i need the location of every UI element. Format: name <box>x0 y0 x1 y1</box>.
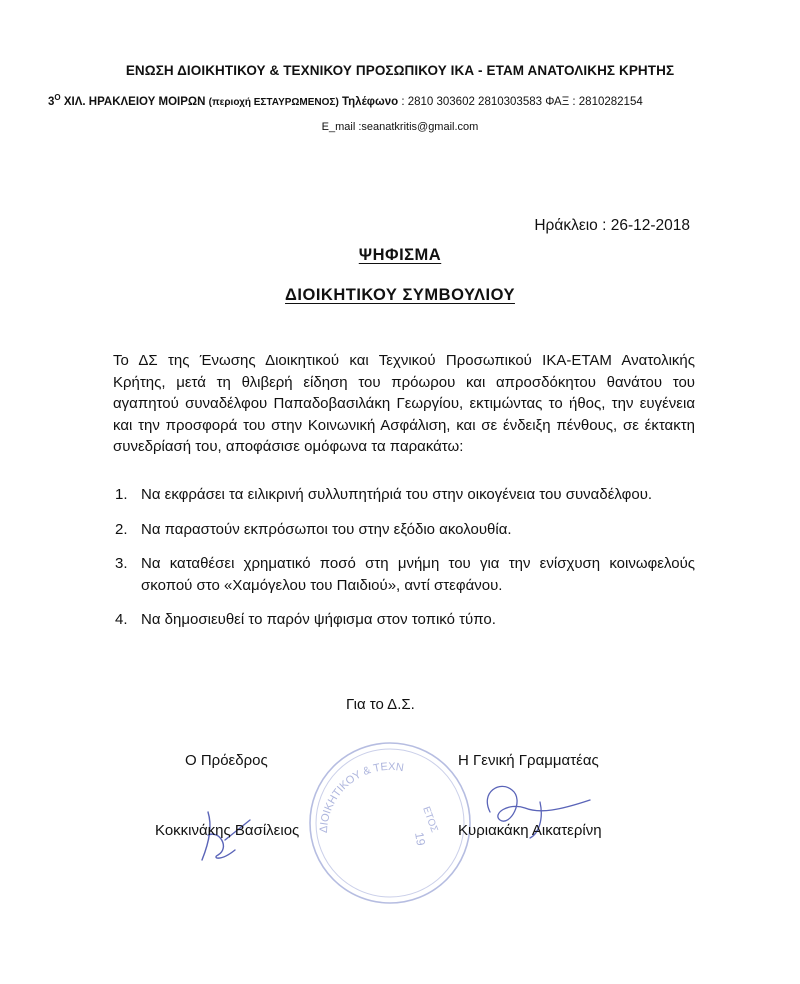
stamp-arc-text: ΔΙΟΙΚΗΤΙΚΟΥ & ΤΕΧΝ <box>317 760 405 834</box>
document-heading: ΨΗΦΙΣΜΑ <box>358 246 442 264</box>
list-item <box>113 609 695 631</box>
letterhead-email: E_mail :seanatkritis@gmail.com <box>321 121 479 133</box>
president-name: Κοκκινάκης Βασίλειος <box>155 822 300 839</box>
stamp-year-label: ΕΤΟΣ <box>420 805 440 834</box>
resolution-list <box>113 484 695 644</box>
list-item <box>113 519 695 541</box>
item-text: Να καταθέσει χρηματικό ποσό στη μνήμη του για την ενίσχυση κοινωφελούς σκοπού στο «Χαμόγελου του Παιδιού», αντί στεφάνου. <box>141 555 695 594</box>
list-item <box>113 553 695 596</box>
official-stamp <box>305 738 475 908</box>
address-area: (περιοχή ΕΣΤΑΥΡΩΜΕΝΟΣ) <box>208 96 339 108</box>
letterhead-title: ΕΝΩΣΗ ΔΙΟΙΚΗΤΙΚΟΥ & ΤΕΧΝΙΚΟΥ ΠΡΟΣΩΠΙΚΟΥ ΙΚΑ - ΕΤΑΜ ΑΝΑΤΟΛΙΚΗΣ ΚΡΗΤΗΣ <box>125 63 675 78</box>
list-item <box>113 484 695 506</box>
item-text: Να εκφράσει τα ειλικρινή συλλυπητήριά του στην οικογένεια του συναδέλφου. <box>141 486 653 503</box>
item-number: 2. <box>115 520 128 538</box>
letterhead-address <box>48 93 643 108</box>
closing-line: Για το Δ.Σ. <box>346 696 415 713</box>
intro-paragraph: Το ΔΣ της Ένωσης Διοικητικού και Τεχνικού Προσωπικού ΙΚΑ-ΕΤΑΜ Ανατολικής Κρήτης, μετά τη θλιβερή είδηση του πρόωρου και απροσδόκητου θανάτου του αγαπητού συναδέλφου Παπαδοβασιλάκη Γεωργίου, εκτιμώντας το ήθος, την ευγένεια και την προσφορά του στην Κοινωνική Ασφάλιση, και σε ένδειξη πένθους, σε έκτακτη συνεδρίασή του, αποφάσισε ομόφωνα τα παρακάτω: <box>113 352 695 455</box>
item-text: Να παραστούν εκπρόσωποι του στην εξόδιο ακολουθία. <box>141 520 512 538</box>
stamp-number: 19 <box>412 831 429 847</box>
address-main: ΧΙΛ. ΗΡΑΚΛΕΙΟΥ ΜΟΙΡΩΝ <box>60 95 209 108</box>
item-number: 1. <box>115 486 128 503</box>
item-number: 4. <box>115 611 128 628</box>
document-subheading: ΔΙΟΙΚΗΤΙΚΟΥ ΣΥΜΒΟΥΛΙΟΥ <box>285 286 515 304</box>
secretary-title: Η Γενική Γραμματέας <box>458 752 599 769</box>
address-number: 3 <box>48 95 55 108</box>
president-title: Ο Πρόεδρος <box>185 752 268 769</box>
phone-values: : 2810 303602 2810303583 ΦΑΞ : 2810282154 <box>398 95 643 108</box>
secretary-name: Κυριακάκη Αικατερίνη <box>458 822 602 839</box>
document-date: Ηράκλειο : 26-12-2018 <box>534 217 690 234</box>
phone-label: Τηλέφωνο <box>338 95 399 108</box>
item-number: 3. <box>115 555 128 572</box>
item-text: Να δημοσιευθεί το παρόν ψήφισμα στον τοπικό τύπο. <box>141 611 496 628</box>
address-superscript: Ο <box>54 93 61 102</box>
